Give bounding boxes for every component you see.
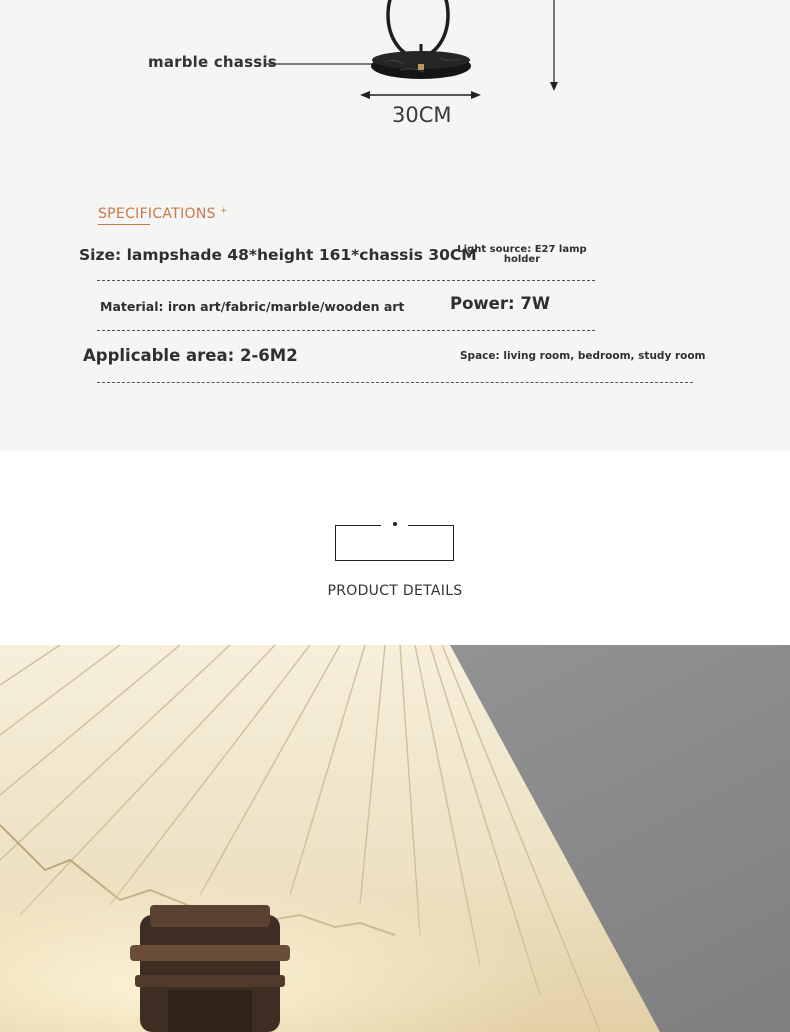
spec-divider [97, 280, 595, 281]
base-button [418, 64, 424, 70]
spec-size: Size: lampshade 48*height 161*chassis 30CM [79, 246, 477, 264]
specifications-plus-mark: + [220, 206, 228, 216]
height-arrow-head [550, 82, 558, 91]
specifications-underline [98, 224, 150, 225]
width-arrow-right-head [471, 91, 481, 99]
product-details-heading: PRODUCT DETAILS [327, 583, 463, 599]
details-header-frame [335, 525, 454, 561]
spec-material: Material: iron art/fabric/marble/wooden art [100, 299, 405, 314]
spec-divider [97, 382, 693, 383]
specification-section [0, 0, 790, 451]
width-dimension-label: 30CM [392, 103, 452, 127]
details-dot-icon [393, 522, 397, 526]
pleated-lampshade-image [0, 645, 790, 1032]
specifications-heading: SPECIFICATIONS [98, 206, 216, 222]
spec-light-source: Light source: E27 lamp holder [457, 244, 587, 265]
lamp-ring [388, 0, 448, 57]
spec-applicable-area: Applicable area: 2-6M2 [83, 346, 298, 365]
spec-space: Space: living room, bedroom, study room [460, 350, 706, 362]
lampshade-photo [0, 645, 790, 1032]
width-arrow-left-head [360, 91, 370, 99]
spec-power: Power: 7W [450, 294, 551, 313]
lamp-dimension-diagram [0, 0, 790, 140]
spec-divider [97, 330, 595, 331]
chassis-label: marble chassis [148, 53, 277, 71]
